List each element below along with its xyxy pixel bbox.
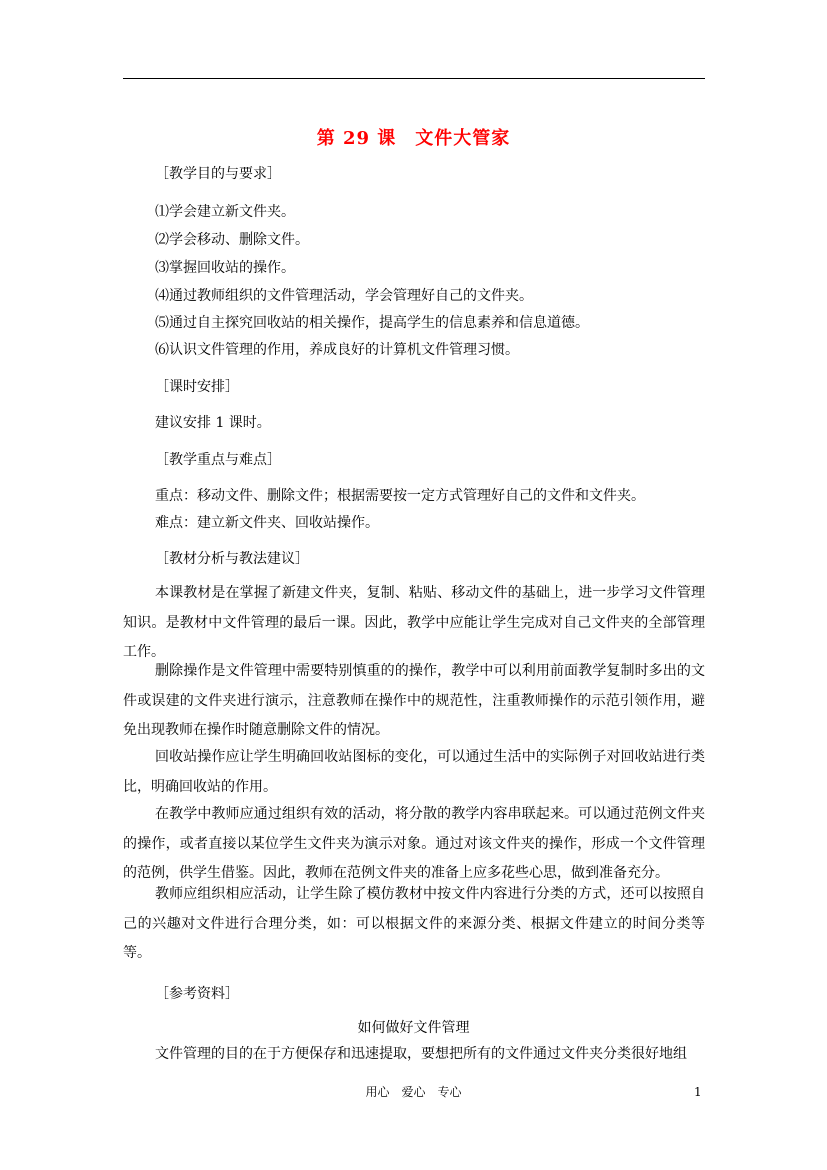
goal-item-1: ⑴学会建立新文件夹。: [155, 204, 295, 220]
schedule-text: 建议安排 1 课时。: [155, 415, 271, 431]
goal-item-5: ⑸通过自主探究回收站的相关操作，提高学生的信息素养和信息道德。: [155, 315, 589, 331]
difficult-point-text: 难点：建立新文件夹、回收站操作。: [155, 515, 379, 531]
analysis-paragraph-1: 本课教材是在掌握了新建文件夹，复制、粘贴、移动文件的基础上，进一步学习文件管理知识。是教材中文件管理的最后一课。因此，教学中应能让学生完成对自己文件夹的全部管理工作。: [123, 585, 705, 660]
section-heading-schedule: ［课时安排］: [155, 379, 239, 395]
goal-item-3: ⑶掌握回收站的操作。: [155, 260, 295, 276]
section-heading-key-points: ［教学重点与难点］: [155, 452, 281, 468]
goal-item-6: ⑹认识文件管理的作用，养成良好的计算机文件管理习惯。: [155, 342, 519, 358]
analysis-paragraph-2: 删除操作是文件管理中需要特别慎重的的操作，教学中可以利用前面教学复制时多出的文件或误建的文件夹进行演示，注意教师在操作中的规范性，注重教师操作的示范引领作用，避免出现教师在操作时随意删除文件的情况。: [123, 663, 705, 738]
analysis-paragraph-4: 在教学中教师应通过组织有效的活动，将分散的教学内容串联起来。可以通过范例文件夹的操作，或者直接以某位学生文件夹为演示对象。通过对该文件夹的操作，形成一个文件管理的范例，供学生借鉴。因此，教师在范例文件夹的准备上应多花些心思，做到准备充分。: [123, 806, 705, 881]
page-number: 1: [694, 1085, 702, 1099]
goal-item-2: ⑵学会移动、删除文件。: [155, 232, 309, 248]
goal-item-4: ⑷通过教师组织的文件管理活动，学会管理好自己的文件夹。: [155, 288, 533, 304]
analysis-paragraph-5: 教师应组织相应活动，让学生除了模仿教材中按文件内容进行分类的方式，还可以按照自己的兴趣对文件进行合理分类，如：可以根据文件的来源分类、根据文件建立的时间分类等等。: [123, 886, 705, 961]
section-heading-reference: ［参考资料］: [155, 986, 239, 1002]
reference-title: 如何做好文件管理: [357, 1020, 470, 1036]
header-rule: [123, 78, 705, 79]
key-point-text: 重点：移动文件、删除文件；根据需要按一定方式管理好自己的文件和文件夹。: [155, 488, 645, 504]
section-heading-analysis: ［教材分析与教法建议］: [155, 551, 309, 567]
section-heading-goals: ［教学目的与要求］: [155, 166, 281, 182]
reference-paragraph: 文件管理的目的在于方便保存和迅速提取，要想把所有的文件通过文件夹分类很好地组: [155, 1046, 687, 1062]
footer-slogan: 用心 爱心 专心: [365, 1085, 462, 1099]
page-title: 第 29 课 文件大管家: [316, 128, 511, 149]
analysis-paragraph-3: 回收站操作应让学生明确回收站图标的变化，可以通过生活中的实际例子对回收站进行类比，明确回收站的作用。: [123, 749, 705, 795]
